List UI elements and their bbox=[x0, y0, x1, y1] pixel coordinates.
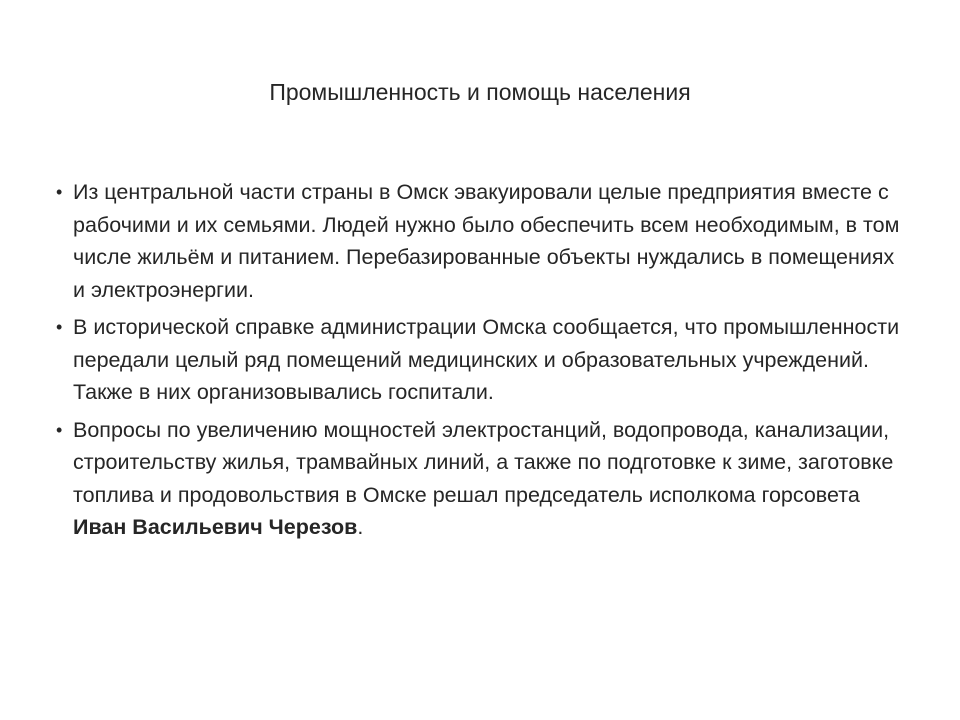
bullet-item bbox=[56, 176, 906, 306]
bullet-text: Из центральной части страны в Омск эвакуировали целые предприятия вместе с рабочими и их семьями. Людей нужно было обеспечить всем необходимым, в том числе жильём и питанием. Перебазированные объекты нуждались в помещениях и электроэнергии. bbox=[73, 180, 900, 302]
bullet-icon: • bbox=[56, 182, 63, 202]
bullet-item bbox=[56, 414, 906, 544]
person-name: Иван Васильевич Черезов bbox=[73, 515, 358, 539]
bullet-icon: • bbox=[56, 419, 63, 440]
bullet-text-end: . bbox=[357, 515, 364, 539]
bullet-icon: • bbox=[56, 317, 63, 337]
bullet-item bbox=[56, 311, 906, 409]
bullet-text: В исторической справке администрации Омска сообщается, что промышленности передали целый ряд помещений медицинских и образовательных учреждений. Также в них организовывались госпитали. bbox=[73, 315, 900, 404]
bullet-text: Вопросы по увеличению мощностей электростанций, водопровода, канализации, строительству жилья, трамвайных линий, а также по подготовке к зиме, заготовке топлива и продовольствия в Омске решал председатель исполкома горсовета bbox=[73, 417, 894, 507]
bullet-list bbox=[56, 176, 906, 549]
slide-title: Промышленность и помощь населения bbox=[269, 79, 691, 105]
